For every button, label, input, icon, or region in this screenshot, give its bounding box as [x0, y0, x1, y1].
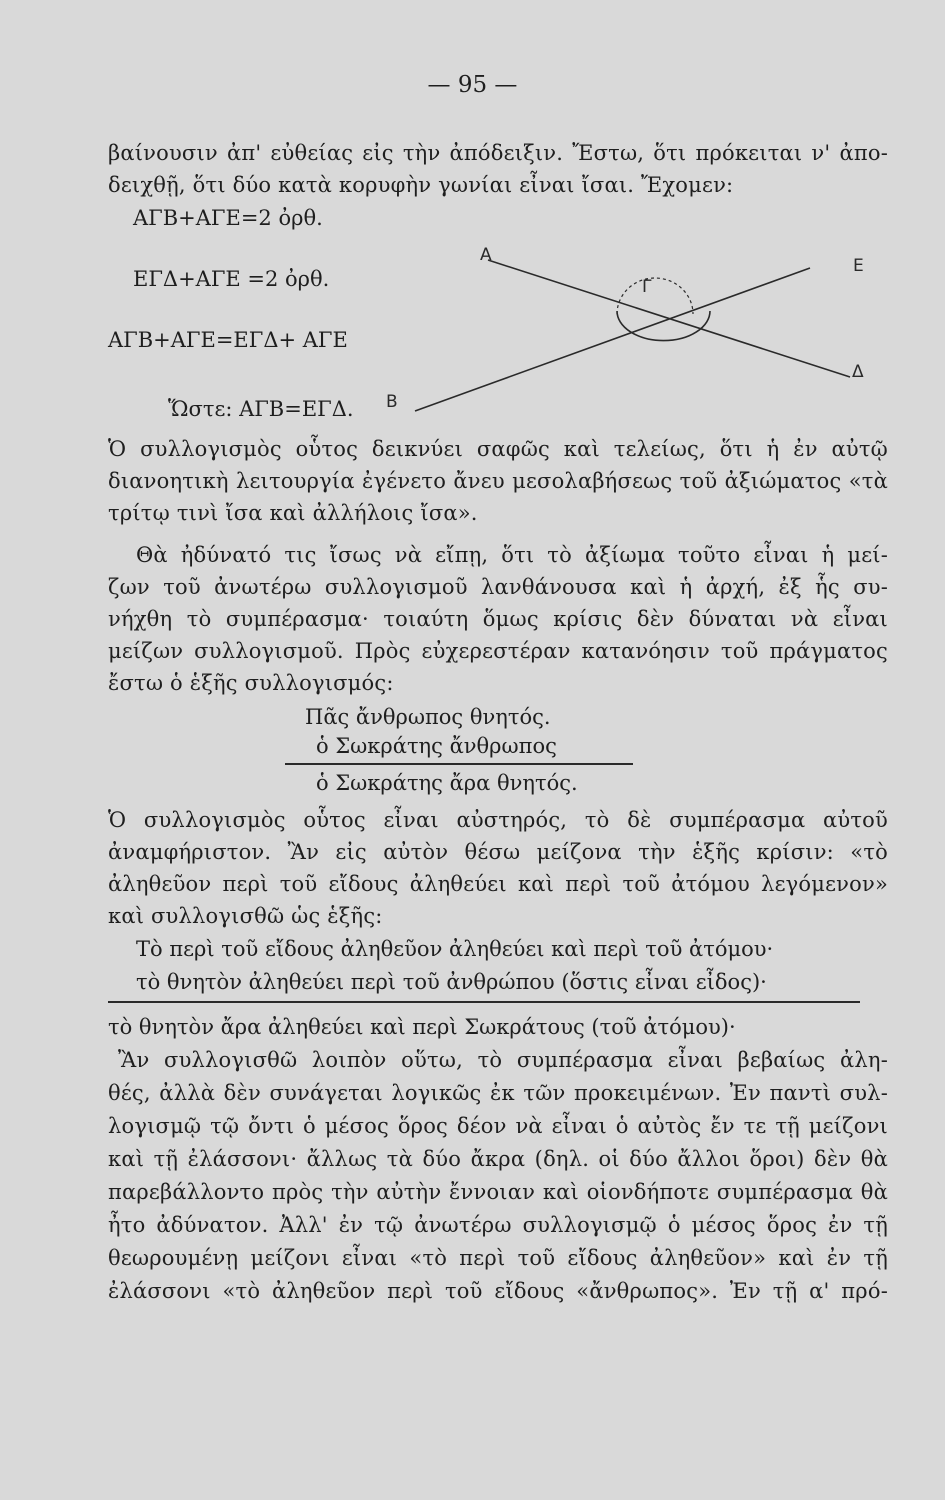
text-line: καὶ τῇ ἐλάσσονι· ἄλλως τὰ δύο ἄκρα (δηλ. οἱ δύο ἄλλοι ὅροι) δὲν θὰ — [108, 1147, 888, 1171]
syllogism2-conclusion: τὸ θνητὸν ἄρα ἀληθεύει καὶ περὶ Σωκράτους (τοῦ ἀτόμου)· — [108, 1015, 736, 1039]
equation-2: ΕΓΔ+ΑΓΕ =2 ὀρθ. — [133, 267, 330, 291]
text-line: ἀναμφήριστον. Ἂν εἰς αὐτὸν θέσω μείζονα τὴν ἑξῆς κρίσιν: «τὸ — [108, 840, 888, 864]
label-a: Α — [480, 245, 492, 265]
syllogism2-minor: τὸ θνητὸν ἀληθεύει περὶ τοῦ ἀνθρώπου (ὅστις εἶναι εἶδος)· — [136, 970, 767, 994]
arc-upper — [617, 278, 693, 314]
vertical-angles-diagram — [380, 235, 880, 415]
equation-4: Ὥστε: ΑΓΒ=ΕΓΔ. — [168, 397, 354, 421]
text-line: θεωρουμένῃ μείζονι εἶναι «τὸ περὶ τοῦ εἴδους ἀληθεῦον» καὶ ἐν τῇ — [108, 1246, 888, 1270]
text-line: θές, ἀλλὰ δὲν συνάγεται λογικῶς ἐκ τῶν προκειμένων. Ἐν παντὶ συλ- — [108, 1081, 888, 1105]
text-line: λογισμῷ τῷ ὄντι ὁ μέσος ὅρος δέον νὰ εἶναι ὁ αὐτὸς ἔν τε τῇ μείζονι — [108, 1114, 888, 1138]
text-line: ἀληθεῦον περὶ τοῦ εἴδους ἀληθεύει καὶ περὶ τοῦ ἀτόμου λεγόμενον» — [108, 872, 888, 896]
text-line: διανοητικὴ λειτουργία ἐγένετο ἄνευ μεσολαβήσεως τοῦ ἀξιώματος «τὰ — [108, 469, 888, 493]
text-line: νήχθη τὸ συμπέρασμα· τοιαύτη ὅμως κρίσις δὲν δύναται νὰ εἶναι — [108, 607, 888, 631]
label-d: Δ — [852, 362, 864, 382]
syllogism1-rule — [285, 763, 633, 765]
equation-3: ΑΓΒ+ΑΓΕ=ΕΓΔ+ ΑΓΕ — [108, 328, 348, 352]
text-line: ζων τοῦ ἀνωτέρω συλλογισμοῦ λανθάνουσα καὶ ἡ ἀρχή, ἐξ ἧς συ- — [108, 575, 888, 599]
text-line: ἐλάσσονι «τὸ ἀληθεῦον περὶ τοῦ εἴδους «ἄνθρωπος». Ἐν τῇ α' πρό- — [108, 1279, 888, 1303]
label-b: Β — [386, 392, 398, 412]
text-line: Ὁ συλλογισμὸς οὗτος δεικνύει σαφῶς καὶ τελείως, ὅτι ἡ ἐν αὐτῷ — [108, 437, 888, 461]
label-g: Γ — [642, 277, 652, 297]
text-line: Ὁ συλλογισμὸς οὗτος εἶναι αὐστηρός, τὸ δὲ συμπέρασμα αὐτοῦ — [108, 808, 888, 832]
equation-1: ΑΓΒ+ΑΓΕ=2 ὀρθ. — [133, 206, 323, 230]
text-line: Ἂν συλλογισθῶ λοιπὸν οὕτω, τὸ συμπέρασμα εἶναι βεβαίως ἀλη- — [118, 1048, 888, 1072]
syllogism1-conclusion: ὁ Σωκράτης ἄρα θνητός. — [316, 771, 578, 795]
label-e: Ε — [853, 256, 864, 276]
syllogism2-major: Τὸ περὶ τοῦ εἴδους ἀληθεῦον ἀληθεύει καὶ περὶ τοῦ ἀτόμου· — [136, 937, 774, 961]
text-line: μείζων συλλογισμοῦ. Πρὸς εὐχερεστέραν κατανόησιν τοῦ πράγματος — [108, 639, 888, 663]
text-line: καὶ συλλογισθῶ ὡς ἑξῆς: — [108, 904, 383, 928]
page-number: — 95 — — [427, 72, 518, 98]
text-line: ἔστω ὁ ἑξῆς συλλογισμός: — [108, 671, 394, 695]
syllogism1-major: Πᾶς ἄνθρωπος θνητός. — [305, 705, 551, 729]
text-line: δειχθῇ, ὅτι δύο κατὰ κορυφὴν γωνίαι εἶναι ἴσαι. Ἔχομεν: — [108, 173, 734, 197]
text-line: ἦτο ἀδύνατον. Ἀλλ' ἐν τῷ ἀνωτέρω συλλογισμῷ ὁ μέσος ὅρος ἐν τῇ — [108, 1213, 888, 1237]
syllogism2-rule — [108, 1001, 860, 1003]
text-line: βαίνουσιν ἀπ' εὐθείας εἰς τὴν ἀπόδειξιν. Ἔστω, ὅτι πρόκειται ν' ἀπο- — [108, 141, 888, 165]
line-b-e — [415, 268, 810, 411]
text-line: παρεβάλλοντο πρὸς τὴν αὐτὴν ἔννοιαν καὶ οἱονδήποτε συμπέρασμα θὰ — [108, 1180, 888, 1204]
text-line: Θὰ ἠδύνατό τις ἴσως νὰ εἴπῃ, ὅτι τὸ ἀξίωμα τοῦτο εἶναι ἡ μεί- — [136, 543, 888, 567]
syllogism1-minor: ὁ Σωκράτης ἄνθρωπος — [316, 734, 557, 758]
arc-lower — [617, 311, 710, 341]
text-line: τρίτῳ τινὶ ἴσα καὶ ἀλλήλοις ἴσα». — [108, 501, 478, 525]
